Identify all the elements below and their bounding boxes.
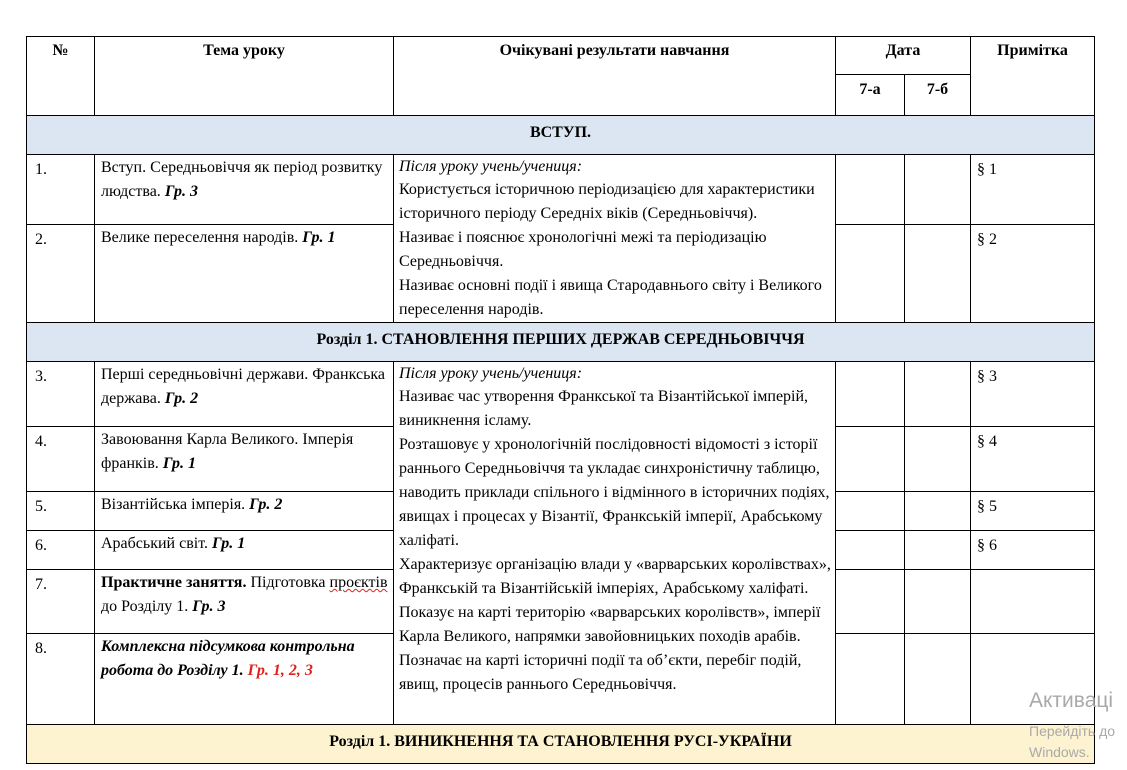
section-intro-title: ВСТУП. (27, 116, 1095, 155)
lesson-plan-table (26, 36, 1095, 764)
note-cell: § 1 (971, 155, 1095, 225)
lesson-topic: Практичне заняття. Підготовка проєктів до Розділу 1. Гр. 3 (95, 570, 394, 634)
lesson-number: 8. (27, 634, 95, 725)
lesson-number: 2. (27, 225, 95, 323)
lesson-topic: Комплексна підсумкова контрольна робота до Розділу 1. Гр. 1, 2, 3 (95, 634, 394, 725)
lesson-number: 7. (27, 570, 95, 634)
windows-activation-watermark (1029, 688, 1115, 763)
header-class-7b: 7-б (905, 75, 971, 116)
results-line: Розташовує у хронологічній послідовності відомості з історії раннього Середньовіччя та укладає синхроністичну таблицю, наводить приклади спільного і відмінного в історичних подіях, явищах і процесах у Візантії, Франкській імперії, Арабському халіфаті. (399, 436, 830, 549)
results-line: Користується історичною періодизацією для характеристики історичного періоду Середніх віків (Середньовіччя). (399, 181, 815, 222)
lesson-number: 6. (27, 531, 95, 570)
date-7a-cell (836, 225, 905, 323)
date-7a-cell (836, 427, 905, 492)
lesson-topic: Вступ. Середньовіччя як період розвитку людства. Гр. 3 (95, 155, 394, 225)
section-2-title: Розділ 1. ВИНИКНЕННЯ ТА СТАНОВЛЕННЯ РУСІ-УКРАЇНИ (27, 725, 1095, 764)
date-7a-cell (836, 634, 905, 725)
lesson-number: 5. (27, 492, 95, 531)
date-7b-cell (905, 570, 971, 634)
header-topic: Тема уроку (95, 37, 394, 116)
date-7a-cell (836, 531, 905, 570)
lesson-number: 1. (27, 155, 95, 225)
note-cell: § 6 (971, 531, 1095, 570)
header-date: Дата (836, 37, 971, 75)
lesson-topic: Арабський світ. Гр. 1 (95, 531, 394, 570)
results-line: Показує на карті територію «варварських королівств», імперії Карла Великого, напрямки завойовницьких походів арабів. (399, 604, 821, 645)
date-7a-cell (836, 492, 905, 531)
table-row (27, 362, 1095, 427)
note-cell: § 4 (971, 427, 1095, 492)
date-7b-cell (905, 225, 971, 323)
header-note: Примітка (971, 37, 1095, 116)
results-intro (394, 155, 836, 323)
lesson-topic: Завоювання Карла Великого. Імперія франків. Гр. 1 (95, 427, 394, 492)
results-section-1 (394, 362, 836, 725)
date-7b-cell (905, 155, 971, 225)
watermark-line: Windows. (1029, 744, 1090, 760)
date-7b-cell (905, 531, 971, 570)
watermark-line: Активаці (1029, 689, 1114, 712)
lesson-topic: Візантійська імперія. Гр. 2 (95, 492, 394, 531)
note-cell: § 5 (971, 492, 1095, 531)
note-cell: § 2 (971, 225, 1095, 323)
results-line: Характеризує організацію влади у «варварських королівствах», Франкській та Візантійській імперіях, Арабському халіфаті. (399, 556, 831, 597)
results-line: Називає основні події і явища Стародавнього світу і Великого переселення народів. (399, 277, 822, 318)
results-line: Позначає на карті історичні події та об’єкти, перебіг подій, явищ, процесів раннього Середньовіччя. (399, 652, 802, 693)
results-line: Називає і пояснює хронологічні межі та періодизацію Середньовіччя. (399, 229, 767, 270)
note-cell (971, 570, 1095, 634)
table-row (27, 155, 1095, 225)
watermark-line: Перейдіть до (1029, 723, 1116, 739)
date-7a-cell (836, 155, 905, 225)
lesson-topic: Перші середньовічні держави. Франкська держава. Гр. 2 (95, 362, 394, 427)
date-7b-cell (905, 634, 971, 725)
note-cell: § 3 (971, 362, 1095, 427)
date-7a-cell (836, 362, 905, 427)
header-results: Очікувані результати навчання (394, 37, 836, 116)
results-intro-heading: Після уроку учень/учениця: (399, 158, 583, 175)
section-1-title: Розділ 1. СТАНОВЛЕННЯ ПЕРШИХ ДЕРЖАВ СЕРЕДНЬОВІЧЧЯ (27, 323, 1095, 362)
lesson-topic: Велике переселення народів. Гр. 1 (95, 225, 394, 323)
lesson-number: 3. (27, 362, 95, 427)
date-7a-cell (836, 570, 905, 634)
lesson-number: 4. (27, 427, 95, 492)
results-line: Називає час утворення Франкської та Візантійської імперій, виникнення ісламу. (399, 388, 809, 429)
header-class-7a: 7-а (836, 75, 905, 116)
date-7b-cell (905, 492, 971, 531)
header-number: № (27, 37, 95, 116)
results-s1-heading: Після уроку учень/учениця: (399, 365, 583, 382)
date-7b-cell (905, 362, 971, 427)
date-7b-cell (905, 427, 971, 492)
